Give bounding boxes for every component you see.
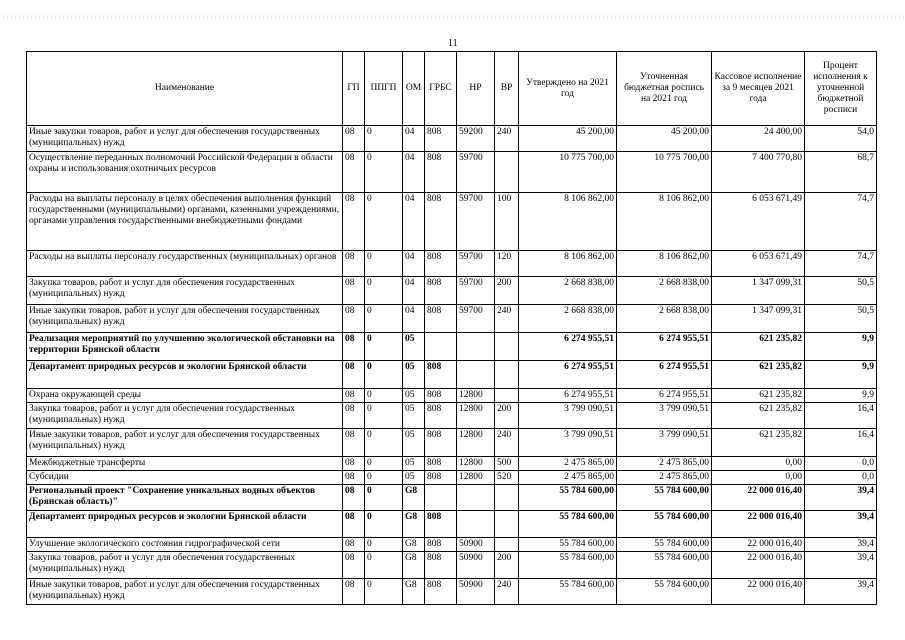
row-percent: 39,4 — [805, 511, 877, 538]
header-revised: Уточненная бюджетная роспись на 2021 год — [617, 52, 712, 126]
row-gp: 08 — [343, 552, 365, 579]
row-gp: 08 — [343, 126, 365, 152]
row-gp: 08 — [343, 333, 365, 361]
row-approved: 3 799 090,51 — [519, 429, 617, 457]
row-om: 04 — [403, 305, 425, 333]
row-name: Закупка товаров, работ и услуг для обеспечения государственных (муниципальных) нужд — [27, 552, 343, 579]
row-om: 05 — [403, 403, 425, 429]
row-vr — [495, 511, 519, 538]
header-percent: Процент исполнения к уточненной бюджетной росписи — [805, 52, 877, 126]
row-gp: 08 — [343, 193, 365, 251]
row-cash: 22 000 016,40 — [712, 552, 805, 579]
row-ppgp: 0 — [365, 485, 403, 511]
row-om: 05 — [403, 457, 425, 471]
header-approved: Утверждено на 2021 год — [519, 52, 617, 126]
row-percent: 74,7 — [805, 251, 877, 277]
row-cash: 1 347 099,31 — [712, 305, 805, 333]
header-name: Наименование — [27, 52, 343, 126]
row-revised: 55 784 600,00 — [617, 485, 712, 511]
row-ppgp: 0 — [365, 538, 403, 552]
row-percent: 50,5 — [805, 305, 877, 333]
row-grbs: 808 — [425, 429, 457, 457]
row-revised: 55 784 600,00 — [617, 538, 712, 552]
row-grbs: 808 — [425, 361, 457, 389]
row-ppgp: 0 — [365, 389, 403, 403]
row-vr: 500 — [495, 457, 519, 471]
row-name: Иные закупки товаров, работ и услуг для обеспечения государственных (муниципальных) нужд — [27, 126, 343, 152]
row-percent: 9,9 — [805, 389, 877, 403]
row-gp: 08 — [343, 251, 365, 277]
row-percent: 54,0 — [805, 126, 877, 152]
table-row — [27, 251, 877, 277]
row-percent: 0,0 — [805, 471, 877, 485]
row-ppgp: 0 — [365, 251, 403, 277]
row-grbs: 808 — [425, 193, 457, 251]
row-om: 05 — [403, 429, 425, 457]
row-revised: 6 274 955,51 — [617, 333, 712, 361]
row-percent: 16,4 — [805, 429, 877, 457]
header-gp: ГП — [343, 52, 365, 126]
row-cash: 24 400,00 — [712, 126, 805, 152]
row-grbs: 808 — [425, 305, 457, 333]
row-grbs: 808 — [425, 471, 457, 485]
row-cash: 6 053 671,49 — [712, 193, 805, 251]
row-approved: 55 784 600,00 — [519, 552, 617, 579]
row-grbs: 808 — [425, 511, 457, 538]
row-approved: 10 775 700,00 — [519, 152, 617, 193]
row-cash: 22 000 016,40 — [712, 579, 805, 605]
row-name: Субсидии — [27, 471, 343, 485]
row-cash: 621 235,82 — [712, 429, 805, 457]
row-nr — [457, 485, 495, 511]
row-name: Расходы на выплаты персоналу государственных (муниципальных) органов — [27, 251, 343, 277]
row-ppgp: 0 — [365, 552, 403, 579]
row-om: G8 — [403, 485, 425, 511]
row-ppgp: 0 — [365, 126, 403, 152]
row-nr — [457, 511, 495, 538]
row-gp: 08 — [343, 361, 365, 389]
row-nr — [457, 361, 495, 389]
row-nr: 12800 — [457, 389, 495, 403]
row-vr — [495, 389, 519, 403]
table-row — [27, 485, 877, 511]
header-om: ОМ — [403, 52, 425, 126]
row-vr: 200 — [495, 552, 519, 579]
row-percent: 68,7 — [805, 152, 877, 193]
row-grbs — [425, 333, 457, 361]
row-name: Департамент природных ресурсов и экологии Брянской области — [27, 361, 343, 389]
row-name: Охрана окружающей среды — [27, 389, 343, 403]
row-revised: 3 799 090,51 — [617, 429, 712, 457]
row-vr: 120 — [495, 251, 519, 277]
row-nr: 59700 — [457, 251, 495, 277]
row-revised: 6 274 955,51 — [617, 361, 712, 389]
header-grbs: ГРБС — [425, 52, 457, 126]
row-percent: 39,4 — [805, 538, 877, 552]
row-om: 05 — [403, 333, 425, 361]
row-percent: 74,7 — [805, 193, 877, 251]
table-row — [27, 552, 877, 579]
row-vr — [495, 538, 519, 552]
row-grbs: 808 — [425, 552, 457, 579]
row-cash: 22 000 016,40 — [712, 485, 805, 511]
header-ppgp: ППГП — [365, 52, 403, 126]
row-name: Улучшение экологического состояния гидрографической сети — [27, 538, 343, 552]
row-gp: 08 — [343, 277, 365, 305]
row-approved: 2 475 865,00 — [519, 471, 617, 485]
row-revised: 6 274 955,51 — [617, 389, 712, 403]
row-cash: 0,00 — [712, 457, 805, 471]
row-approved: 8 106 862,00 — [519, 193, 617, 251]
row-name: Иные закупки товаров, работ и услуг для обеспечения государственных (муниципальных) нужд — [27, 429, 343, 457]
row-nr: 50900 — [457, 552, 495, 579]
row-nr: 59700 — [457, 193, 495, 251]
row-name: Реализация мероприятий по улучшению экологической обстановки на территории Брянской области — [27, 333, 343, 361]
row-cash: 1 347 099,31 — [712, 277, 805, 305]
row-revised: 2 668 838,00 — [617, 277, 712, 305]
row-ppgp: 0 — [365, 403, 403, 429]
row-om: 05 — [403, 361, 425, 389]
row-percent: 16,4 — [805, 403, 877, 429]
table-row — [27, 333, 877, 361]
row-percent: 50,5 — [805, 277, 877, 305]
row-approved: 45 200,00 — [519, 126, 617, 152]
table-row — [27, 389, 877, 403]
row-revised: 3 799 090,51 — [617, 403, 712, 429]
row-gp: 08 — [343, 429, 365, 457]
row-ppgp: 0 — [365, 471, 403, 485]
row-revised: 2 475 865,00 — [617, 471, 712, 485]
row-percent: 0,0 — [805, 457, 877, 471]
row-vr — [495, 152, 519, 193]
row-grbs: 808 — [425, 389, 457, 403]
row-revised: 45 200,00 — [617, 126, 712, 152]
row-grbs: 808 — [425, 538, 457, 552]
row-cash: 621 235,82 — [712, 333, 805, 361]
scan-noise — [0, 14, 905, 20]
row-percent: 39,4 — [805, 552, 877, 579]
row-approved: 6 274 955,51 — [519, 389, 617, 403]
row-cash: 22 000 016,40 — [712, 511, 805, 538]
row-gp: 08 — [343, 305, 365, 333]
table-row — [27, 457, 877, 471]
row-gp: 08 — [343, 538, 365, 552]
row-vr — [495, 333, 519, 361]
row-grbs: 808 — [425, 579, 457, 605]
row-cash: 621 235,82 — [712, 361, 805, 389]
row-om: G8 — [403, 538, 425, 552]
table-row — [27, 152, 877, 193]
row-name: Закупка товаров, работ и услуг для обеспечения государственных (муниципальных) нужд — [27, 277, 343, 305]
row-om: 04 — [403, 277, 425, 305]
row-approved: 55 784 600,00 — [519, 511, 617, 538]
row-nr: 59200 — [457, 126, 495, 152]
table-row — [27, 126, 877, 152]
header-vr: ВР — [495, 52, 519, 126]
row-vr: 240 — [495, 305, 519, 333]
row-name: Департамент природных ресурсов и экологии Брянской области — [27, 511, 343, 538]
row-nr — [457, 333, 495, 361]
row-gp: 08 — [343, 471, 365, 485]
row-nr: 12800 — [457, 457, 495, 471]
row-vr — [495, 361, 519, 389]
header-cash: Кассовое исполнение за 9 месяцев 2021 года — [712, 52, 805, 126]
row-nr: 59700 — [457, 277, 495, 305]
row-vr: 240 — [495, 429, 519, 457]
row-vr: 240 — [495, 579, 519, 605]
row-nr: 12800 — [457, 471, 495, 485]
row-om: G8 — [403, 511, 425, 538]
table-header-row — [27, 52, 877, 126]
row-grbs — [425, 485, 457, 511]
row-approved: 55 784 600,00 — [519, 485, 617, 511]
row-percent: 39,4 — [805, 579, 877, 605]
row-name: Региональный проект "Сохранение уникальных водных объектов (Брянская область)" — [27, 485, 343, 511]
row-revised: 2 668 838,00 — [617, 305, 712, 333]
row-percent: 9,9 — [805, 361, 877, 389]
row-revised: 55 784 600,00 — [617, 511, 712, 538]
table-row — [27, 277, 877, 305]
row-cash: 6 053 671,49 — [712, 251, 805, 277]
row-approved: 2 668 838,00 — [519, 305, 617, 333]
row-nr: 12800 — [457, 403, 495, 429]
row-gp: 08 — [343, 403, 365, 429]
row-cash: 22 000 016,40 — [712, 538, 805, 552]
row-gp: 08 — [343, 511, 365, 538]
row-gp: 08 — [343, 579, 365, 605]
row-cash: 621 235,82 — [712, 403, 805, 429]
row-nr: 50900 — [457, 538, 495, 552]
row-cash: 7 400 770,80 — [712, 152, 805, 193]
row-ppgp: 0 — [365, 277, 403, 305]
row-om: 04 — [403, 193, 425, 251]
row-nr: 12800 — [457, 429, 495, 457]
header-nr: НР — [457, 52, 495, 126]
table-row — [27, 538, 877, 552]
row-approved: 6 274 955,51 — [519, 333, 617, 361]
row-approved: 55 784 600,00 — [519, 538, 617, 552]
table-body — [27, 126, 877, 605]
row-approved: 55 784 600,00 — [519, 579, 617, 605]
row-vr: 240 — [495, 126, 519, 152]
row-name: Закупка товаров, работ и услуг для обеспечения государственных (муниципальных) нужд — [27, 403, 343, 429]
row-nr: 50900 — [457, 579, 495, 605]
row-approved: 8 106 862,00 — [519, 251, 617, 277]
row-vr: 520 — [495, 471, 519, 485]
table-row — [27, 305, 877, 333]
row-cash: 0,00 — [712, 471, 805, 485]
row-ppgp: 0 — [365, 152, 403, 193]
row-om: 05 — [403, 389, 425, 403]
row-om: G8 — [403, 579, 425, 605]
row-om: G8 — [403, 552, 425, 579]
row-approved: 2 668 838,00 — [519, 277, 617, 305]
row-percent: 9,9 — [805, 333, 877, 361]
row-approved: 6 274 955,51 — [519, 361, 617, 389]
row-ppgp: 0 — [365, 579, 403, 605]
row-om: 04 — [403, 251, 425, 277]
row-revised: 55 784 600,00 — [617, 579, 712, 605]
row-grbs: 808 — [425, 277, 457, 305]
row-vr: 200 — [495, 277, 519, 305]
row-ppgp: 0 — [365, 193, 403, 251]
row-ppgp: 0 — [365, 511, 403, 538]
row-revised: 8 106 862,00 — [617, 251, 712, 277]
row-om: 04 — [403, 152, 425, 193]
table-row — [27, 511, 877, 538]
row-revised: 2 475 865,00 — [617, 457, 712, 471]
row-om: 04 — [403, 126, 425, 152]
row-name: Расходы на выплаты персоналу в целях обеспечения выполнения функций государственными (муниципальными) органами, казенными учреждениями, органами управления государственными внебюджетными фондами — [27, 193, 343, 251]
row-cash: 621 235,82 — [712, 389, 805, 403]
row-om: 05 — [403, 471, 425, 485]
row-approved: 2 475 865,00 — [519, 457, 617, 471]
table-row — [27, 403, 877, 429]
row-approved: 3 799 090,51 — [519, 403, 617, 429]
row-name: Иные закупки товаров, работ и услуг для обеспечения государственных (муниципальных) нужд — [27, 305, 343, 333]
row-revised: 8 106 862,00 — [617, 193, 712, 251]
row-grbs: 808 — [425, 126, 457, 152]
budget-table — [26, 51, 877, 605]
row-ppgp: 0 — [365, 429, 403, 457]
table-row — [27, 429, 877, 457]
row-revised: 10 775 700,00 — [617, 152, 712, 193]
row-gp: 08 — [343, 152, 365, 193]
row-nr: 59700 — [457, 305, 495, 333]
row-grbs: 808 — [425, 251, 457, 277]
row-name: Осуществление переданных полномочий Российской Федерации в области охраны и использования охотничьих ресурсов — [27, 152, 343, 193]
row-ppgp: 0 — [365, 457, 403, 471]
row-percent: 39,4 — [805, 485, 877, 511]
row-ppgp: 0 — [365, 305, 403, 333]
table-row — [27, 193, 877, 251]
row-grbs: 808 — [425, 403, 457, 429]
table-row — [27, 579, 877, 605]
row-vr: 200 — [495, 403, 519, 429]
row-vr — [495, 485, 519, 511]
row-gp: 08 — [343, 485, 365, 511]
row-grbs: 808 — [425, 457, 457, 471]
row-vr: 100 — [495, 193, 519, 251]
row-ppgp: 0 — [365, 361, 403, 389]
row-name: Межбюджетные трансферты — [27, 457, 343, 471]
row-nr: 59700 — [457, 152, 495, 193]
page-number: 11 — [448, 38, 458, 49]
table-row — [27, 361, 877, 389]
row-gp: 08 — [343, 389, 365, 403]
table-row — [27, 471, 877, 485]
row-grbs: 808 — [425, 152, 457, 193]
row-revised: 55 784 600,00 — [617, 552, 712, 579]
row-name: Иные закупки товаров, работ и услуг для обеспечения государственных (муниципальных) нужд — [27, 579, 343, 605]
row-gp: 08 — [343, 457, 365, 471]
row-ppgp: 0 — [365, 333, 403, 361]
